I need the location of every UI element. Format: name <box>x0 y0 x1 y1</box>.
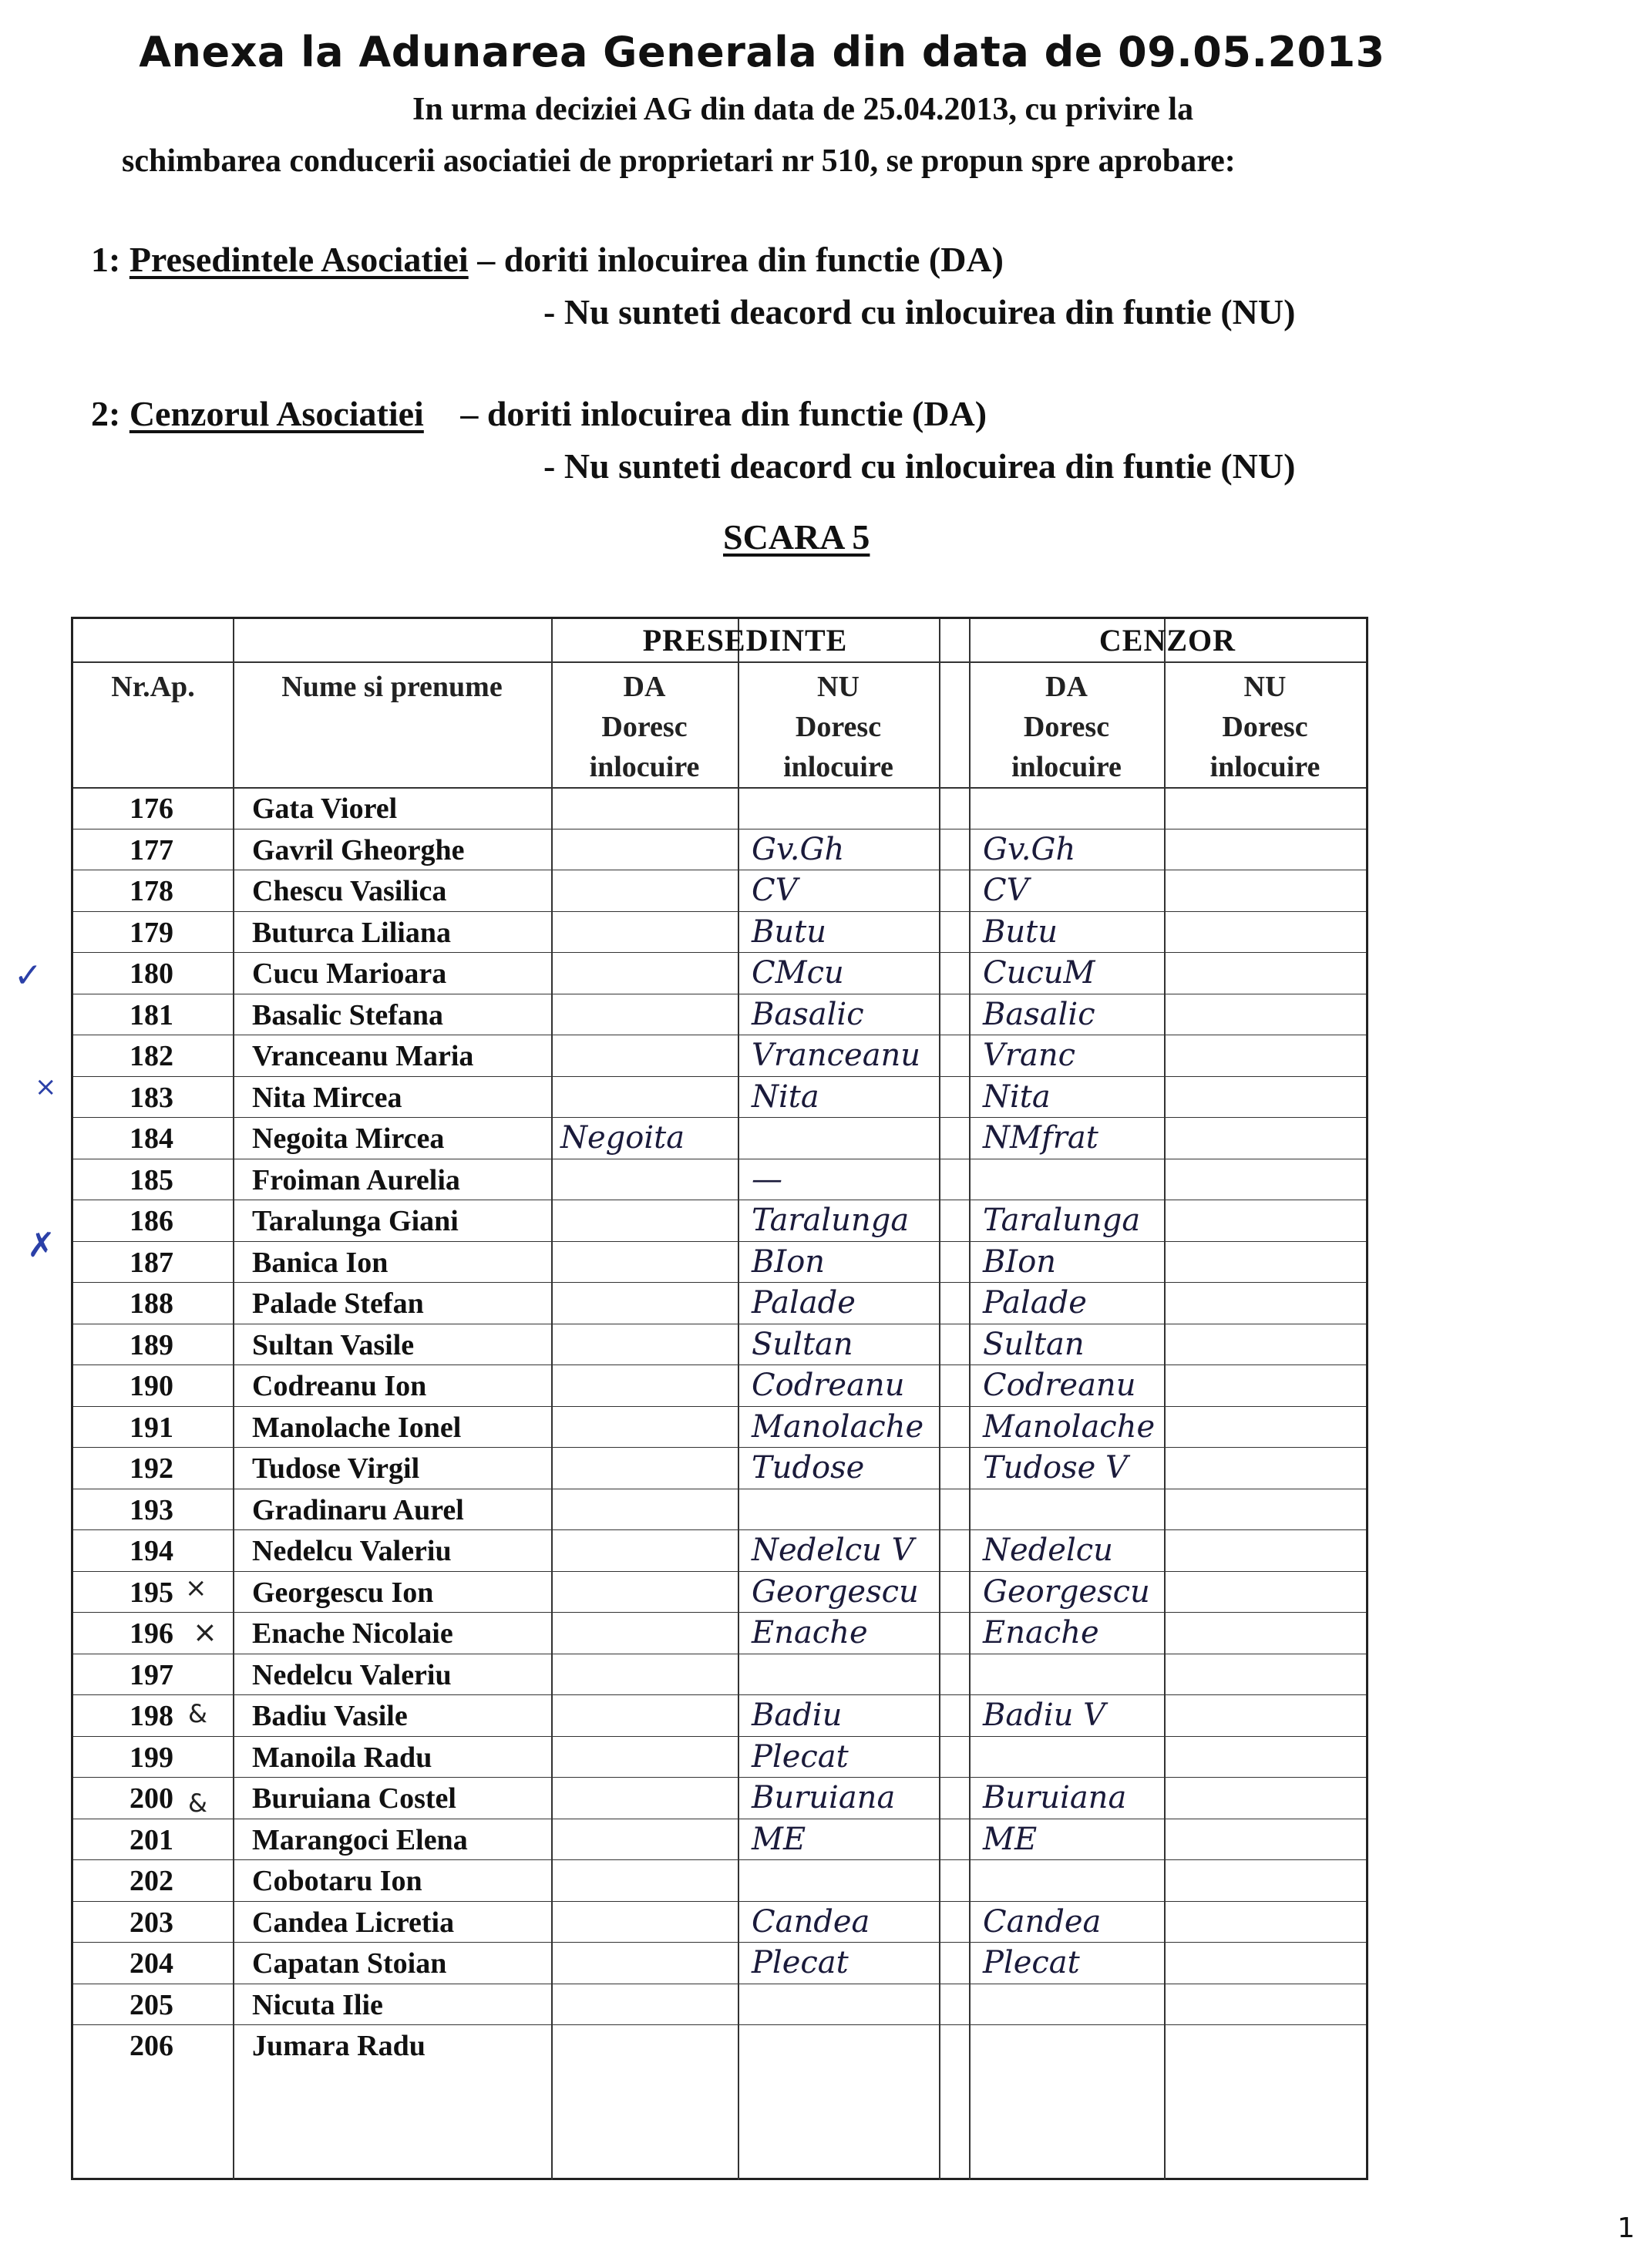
col-divider <box>233 619 234 2180</box>
cenz-da-signature: Manolache <box>983 1409 1156 1445</box>
apartment-number: 195 <box>130 1576 173 1609</box>
row-mark-icon: & <box>188 1788 207 1818</box>
apartment-number: 187 <box>130 1247 173 1279</box>
owner-name: Candea Licretia <box>252 1906 455 1939</box>
pres-da-signature: Negoita <box>560 1120 685 1156</box>
row-divider <box>73 1859 1366 1860</box>
apartment-number: 206 <box>130 2030 173 2062</box>
apartment-number: 200 <box>130 1782 173 1815</box>
row-divider <box>73 1529 1366 1530</box>
apartment-number: 201 <box>130 1824 173 1856</box>
vote-table <box>71 617 1368 2180</box>
owner-name: Nedelcu Valeriu <box>252 1535 452 1567</box>
owner-name: Manoila Radu <box>252 1741 432 1774</box>
col-divider <box>939 619 940 2180</box>
apartment-number: 177 <box>130 834 173 866</box>
row-divider <box>73 1117 1366 1118</box>
page-number: 1 <box>1617 2212 1635 2244</box>
col-divider <box>551 619 553 2180</box>
cenz-da-signature: Badiu V <box>983 1698 1106 1733</box>
owner-name: Taralunga Giani <box>252 1205 459 1237</box>
proposal-1: 1: Presedintele Asociatiei – doriti inlocuirea din functie (DA) <box>91 240 1004 279</box>
intro-line-2: schimbarea conducerii asociatiei de proprietari nr 510, se propun spre aprobare: <box>122 143 1236 179</box>
apartment-number: 204 <box>130 1947 173 1980</box>
cenz-da-signature: Tudose V <box>983 1450 1128 1486</box>
pres-nu-signature: Georgescu <box>752 1574 919 1610</box>
owner-name: Tudose Virgil <box>252 1452 420 1485</box>
owner-name: Banica Ion <box>252 1247 389 1279</box>
pres-nu-signature: BIon <box>752 1244 826 1280</box>
apartment-number: 184 <box>130 1122 173 1155</box>
cenz-da-signature: Candea <box>983 1904 1102 1940</box>
proposal-1-da: – doriti inlocuirea din functie (DA) <box>477 240 1004 279</box>
cenz-da-signature: Georgescu <box>983 1574 1150 1610</box>
pres-nu-signature: Buruiana <box>752 1780 896 1815</box>
cenz-da-signature: Taralunga <box>983 1203 1141 1238</box>
cenz-da-signature: Butu <box>983 914 1058 950</box>
owner-name: Basalic Stefana <box>252 999 444 1031</box>
row-divider <box>73 1901 1366 1902</box>
pres-nu-signature: Candea <box>752 1904 870 1940</box>
col-divider <box>1164 619 1166 2180</box>
margin-check-icon: ✓ <box>14 956 42 995</box>
owner-name: Badiu Vasile <box>252 1700 408 1732</box>
apartment-number: 181 <box>130 999 173 1031</box>
cenz-da-signature: CucuM <box>983 955 1095 991</box>
owner-name: Nicuta Ilie <box>252 1989 383 2021</box>
pres-nu-signature: Tudose <box>752 1450 865 1486</box>
pres-nu-signature: Gv.Gh <box>752 832 845 867</box>
proposal-1-nu: - Nu sunteti deacord cu inlocuirea din funtie (NU) <box>543 292 1296 331</box>
owner-name: Codreanu Ion <box>252 1370 427 1402</box>
proposal-1-label: Presedintele Asociatiei <box>129 240 469 279</box>
cenz-da-signature: CV <box>983 873 1029 908</box>
apartment-number: 188 <box>130 1287 173 1320</box>
col-nr-header: Nr.Ap. <box>111 671 195 703</box>
apartment-number: 180 <box>130 957 173 990</box>
cenz-da-signature: NMfrat <box>983 1120 1098 1156</box>
row-mark-icon: × <box>185 1573 207 1603</box>
margin-x-icon: × <box>35 1072 57 1102</box>
pres-da-header: DA Doresc inlocuire <box>589 671 700 783</box>
apartment-number: 202 <box>130 1865 173 1897</box>
pres-nu-signature: — <box>752 1162 782 1197</box>
apartment-number: 176 <box>130 792 173 825</box>
pres-nu-signature: Plecat <box>752 1945 849 1980</box>
apartment-number: 194 <box>130 1535 173 1567</box>
apartment-number: 205 <box>130 1989 173 2021</box>
proposal-2: 2: Cenzorul Asociatiei – doriti inlocuirea din functie (DA) <box>91 394 987 433</box>
col-divider <box>738 619 739 2180</box>
cenz-da-header: DA Doresc inlocuire <box>1011 671 1122 783</box>
pres-nu-signature: Butu <box>752 914 826 950</box>
pres-nu-header: NU Doresc inlocuire <box>783 671 893 783</box>
row-mark-icon: × <box>193 1615 217 1649</box>
owner-name: Gavril Gheorghe <box>252 834 465 866</box>
owner-name: Marangoci Elena <box>252 1824 468 1856</box>
apartment-number: 189 <box>130 1329 173 1361</box>
apartment-number: 183 <box>130 1082 173 1114</box>
apartment-number: 198 <box>130 1700 173 1732</box>
pres-nu-signature: Vranceanu <box>752 1038 921 1073</box>
pres-nu-signature: ME <box>752 1822 806 1857</box>
owner-name: Enache Nicolaie <box>252 1617 453 1650</box>
margin-x-icon: ✗ <box>27 1226 56 1265</box>
pres-nu-signature: CMcu <box>752 955 844 991</box>
apartment-number: 192 <box>130 1452 173 1485</box>
apartment-number: 190 <box>130 1370 173 1402</box>
row-divider <box>73 1571 1366 1572</box>
cenz-da-signature: Codreanu <box>983 1368 1136 1403</box>
pres-nu-signature: Taralunga <box>752 1203 910 1238</box>
owner-name: Cobotaru Ion <box>252 1865 422 1897</box>
owner-name: Manolache Ionel <box>252 1412 462 1444</box>
apartment-number: 182 <box>130 1040 173 1072</box>
pres-nu-signature: CV <box>752 873 798 908</box>
apartment-number: 196 <box>130 1617 173 1650</box>
row-divider <box>73 1241 1366 1242</box>
cenz-da-signature: Plecat <box>983 1945 1080 1980</box>
pres-nu-signature: Palade <box>752 1285 856 1321</box>
apartment-number: 199 <box>130 1741 173 1774</box>
owner-name: Sultan Vasile <box>252 1329 415 1361</box>
owner-name: Nita Mircea <box>252 1082 402 1114</box>
pres-nu-signature: Plecat <box>752 1739 849 1775</box>
row-divider <box>73 1447 1366 1448</box>
proposal-2-da: – doriti inlocuirea din functie (DA) <box>460 394 987 433</box>
apartment-number: 178 <box>130 875 173 907</box>
cenz-da-signature: Vranc <box>983 1038 1076 1073</box>
owner-name: Chescu Vasilica <box>252 875 447 907</box>
apartment-number: 193 <box>130 1494 173 1526</box>
owner-name: Cucu Marioara <box>252 957 447 990</box>
cenz-nu-header: NU Doresc inlocuire <box>1209 671 1320 783</box>
cenz-da-signature: Nita <box>983 1079 1051 1115</box>
pres-nu-signature: Nedelcu V <box>752 1533 914 1568</box>
proposal-2-label: Cenzorul Asociatiei <box>129 394 424 433</box>
apartment-number: 185 <box>130 1164 173 1196</box>
row-divider <box>73 911 1366 912</box>
document-title: Anexa la Adunarea Generala din data de 09.05.2013 <box>139 28 1385 76</box>
row-divider <box>73 1694 1366 1695</box>
row-divider <box>73 1736 1366 1737</box>
cenz-da-signature: ME <box>983 1822 1038 1857</box>
intro-line-1: In urma deciziei AG din data de 25.04.2013, cu privire la <box>412 92 1194 127</box>
owner-name: Palade Stefan <box>252 1287 424 1320</box>
pres-nu-signature: Nita <box>752 1079 819 1115</box>
col-name-header: Nume si prenume <box>281 671 503 703</box>
row-divider <box>73 1406 1366 1407</box>
apartment-number: 197 <box>130 1659 173 1691</box>
apartment-number: 179 <box>130 917 173 949</box>
pres-nu-signature: Basalic <box>752 997 864 1032</box>
cenz-da-signature: Basalic <box>983 997 1095 1032</box>
section-title: SCARA 5 <box>723 517 870 557</box>
cenz-da-signature: Enache <box>983 1615 1099 1651</box>
owner-name: Capatan Stoian <box>252 1947 447 1980</box>
owner-name: Gata Viorel <box>252 792 398 825</box>
owner-name: Buturca Liliana <box>252 917 451 949</box>
pres-nu-signature: Manolache <box>752 1409 924 1445</box>
owner-name: Vranceanu Maria <box>252 1040 474 1072</box>
apartment-number: 191 <box>130 1412 173 1444</box>
group-cenzor: CENZOR <box>1098 623 1236 658</box>
owner-name: Froiman Aurelia <box>252 1164 460 1196</box>
pres-nu-signature: Enache <box>752 1615 868 1651</box>
cenz-da-signature: Sultan <box>983 1327 1085 1362</box>
row-divider <box>73 1282 1366 1283</box>
row-divider <box>73 1942 1366 1943</box>
cenz-da-signature: BIon <box>983 1244 1057 1280</box>
cenz-da-signature: Gv.Gh <box>983 832 1076 867</box>
row-divider <box>73 952 1366 953</box>
group-presedinte: PRESEDINTE <box>642 623 848 658</box>
row-mark-icon: & <box>188 1699 207 1728</box>
row-divider <box>73 2024 1366 2025</box>
header-divider <box>73 661 1366 663</box>
owner-name: Negoita Mircea <box>252 1122 445 1155</box>
owner-name: Nedelcu Valeriu <box>252 1659 452 1691</box>
row-divider <box>73 1777 1366 1778</box>
apartment-number: 203 <box>130 1906 173 1939</box>
owner-name: Buruiana Costel <box>252 1782 456 1815</box>
header-divider <box>73 787 1366 789</box>
cenz-da-signature: Nedelcu <box>983 1533 1113 1568</box>
row-divider <box>73 1612 1366 1613</box>
pres-nu-signature: Badiu <box>752 1698 843 1733</box>
apartment-number: 186 <box>130 1205 173 1237</box>
owner-name: Gradinaru Aurel <box>252 1494 464 1526</box>
row-divider <box>73 1076 1366 1077</box>
proposal-2-nu: - Nu sunteti deacord cu inlocuirea din funtie (NU) <box>543 446 1296 486</box>
owner-name: Georgescu Ion <box>252 1576 434 1609</box>
cenz-da-signature: Buruiana <box>983 1780 1127 1815</box>
pres-nu-signature: Sultan <box>752 1327 853 1362</box>
owner-name: Jumara Radu <box>252 2030 426 2062</box>
cenz-da-signature: Palade <box>983 1285 1087 1321</box>
pres-nu-signature: Codreanu <box>752 1368 905 1403</box>
col-divider <box>969 619 971 2180</box>
